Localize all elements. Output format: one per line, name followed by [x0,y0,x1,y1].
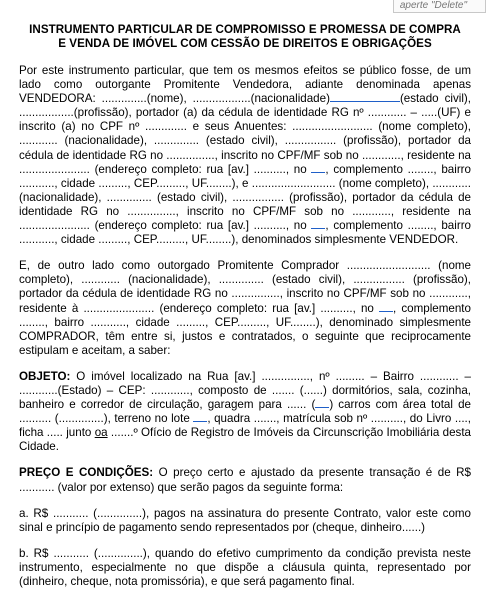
preco-label: PREÇO E CONDIÇÕES: [19,466,154,480]
blank-field[interactable] [315,398,329,408]
vendedor-text-c: , complemento ........, bairro ..........., cidade ........., CEP........., UF........), e .......................... (nome completo), ............ (nacionalidade), .............. (estado civil), ................ (profissão), portador da cédula de identidade RG no ..............., inscrito no CPF/MF sob no ............, residente na ...................... (endereço completo: rua [av.] .........., no [19,162,471,233]
paragraph-objeto [19,370,471,455]
vendedor-text-d: complemento ........, bairro ..........., cidade ........., CEP........., UF........), denominados simplesmente VENDEDOR. [19,219,471,247]
blank-field[interactable] [193,412,207,422]
title-line-1: INSTRUMENTO PARTICULAR DE COMPROMISSO E PROMESSA DE COMPRA [29,23,461,36]
vendedor-text-b: (estado civil), .................(profissão), portador (a) da cédula de identidade RG nº ............ – .....(UF) e inscrito (a) no CPF nº ............. e seus Anuentes: ......................... (nome completo), ............ (nacionalidade), .............. (estado civil), ................ (profissão), portador da cédula de identidade RG no ..............., inscrito no CPF/MF sob no ............, residente na ...................... (endereço completo: rua [av.] .........., no [19,92,471,176]
comprador-text-a: E, de outro lado como outorgado Promitente Comprador .......................... (nome completo), ............ (nacionalidade), .............. (estado civil), ................ (profissão), portador da cédula de identidade RG no ..............., inscrito no CPF/MF sob no ............, residente à ...................... (endereço completo: rua [av.] .........., no [19,259,471,315]
blank-field[interactable] [330,92,400,102]
objeto-text-b: ) carros com área total de .......... (..............), terreno no lote [19,398,471,426]
paragraph-preco [19,466,471,494]
blank-field[interactable] [379,302,393,312]
paragraph-comprador [19,259,471,358]
objeto-text-c: , quadra ......., matrícula sob nº .........., do Livro ...., ficha ..... junto [19,412,471,440]
item-b: b. R$ ........... (..............), quando do efetivo cumprimento da condição prevista neste instrumento, especialmente no que dispõe a cláusula quinta, representado por (dinheiro, cheque, nota promissória), e que será pagamento final. [19,546,471,588]
comprador-text-b: , complemento ........, bairro ..........., cidade ........., CEP........., UF........), denominado simplesmente COMPRADOR, têm entre si, justos e contratados, o seguinte que reciprocamente estipulam e aceitam, a saber: [19,301,471,357]
preco-text: O preço certo e ajustado da presente transação é de R$ ........... (valor por extenso) que serão pagos da seguinte forma: [19,466,471,494]
delete-hint: aperte "Delete" [393,0,486,13]
blank-field[interactable] [311,219,325,229]
paragraph-vendedor: Por este instrumento particular, que tem os mesmos efeitos se público fosse, de um lado como outorgante Promitente Vendedora, adiante denominada apenas VENDEDORA: ..............(nome), ..................(nacionalidade) (estado civil), .................(profissão), portador (a) da cédula de identidade RG nº ............ – .....(UF) e inscrito (a) no CPF nº ............. e seus Anuentes: ......................... (nome completo), ............ (nacionalidade), .............. (estado civil), ................ (profissão), portador da cédula de identidade RG no ..............., inscrito no CPF/MF sob no ............, residente na ...................... (endereço completo: rua [av.] .........., no , complemento ........, bairro ..........., cidade ........., CEP........., UF........), e .......................... (nome completo), ............ (nacionalidade), .............. (estado civil), ................ (profissão), portador da cédula de identidade RG no ..............., inscrito no CPF/MF sob no ............, residente na ...................... (endereço completo: rua [av.] .........., no , complemento ........, bairro ..........., cidade ........., CEP........., UF........), denominados simplesmente VENDEDOR. [19,64,471,247]
document-page [19,23,471,601]
objeto-text-d: .......º Ofício de Registro de Imóveis da Circunscrição Imobiliária desta Cidade. [19,426,472,454]
objeto-oa: oa [94,426,108,440]
blank-field[interactable] [311,163,325,173]
vendedor-text-a: Por este instrumento particular, que tem os mesmos efeitos se público fosse, de um lado como outorgante Promitente Vendedora, adiante denominada apenas VENDEDORA: ..............(nome), ..................(nacionalidade) [19,64,471,106]
document-title [19,23,471,51]
title-line-2: E VENDA DE IMÓVEL COM CESSÃO DE DIREITOS E OBRIGAÇÕES [58,37,432,50]
objeto-label: OBJETO: [19,369,71,383]
objeto-text-a: O imóvel localizado na Rua [av.] ..............., nº ......... – Bairro ............ – ............(Estado) – CEP: ............, composto de ....... (......) dormitórios, sala, cozinha, banheiro e corredor de circulação, garagem para ...... ( [19,369,471,412]
item-a: a. R$ ........... (..............), pagos na assinatura do presente Contrato, valor este como sinal e princípio de pagamento sendo representados por (cheque, dinheiro......) [19,506,471,534]
